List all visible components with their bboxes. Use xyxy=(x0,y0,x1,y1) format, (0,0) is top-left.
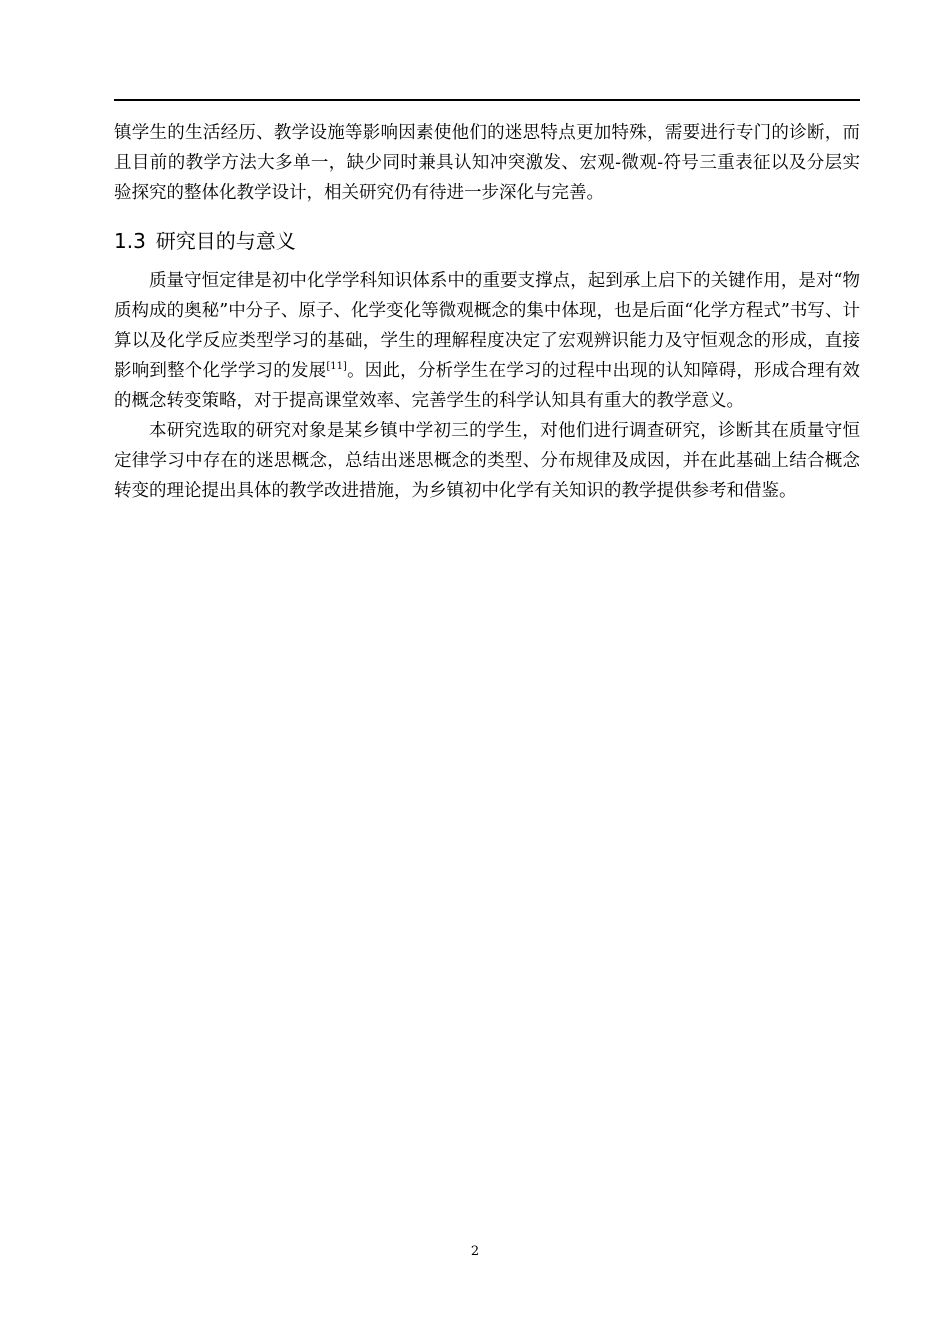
header-rule xyxy=(114,99,860,101)
body-paragraph-purpose xyxy=(114,266,860,416)
section-number: 1.3 xyxy=(114,229,146,253)
paragraph-text: 质量守恒定律是初中化学学科知识体系中的重要支撑点，起到承上启下的关键作用，是对“物质构成的奥秘”中分子、原子、化学变化等微观概念的集中体现，也是后面“化学方程式”书写、计算以及化学反应类型学习的基础，学生的理解程度决定了宏观辨识能力及守恒观念的形成，直接影响到整个化学学习的发展 xyxy=(114,271,860,381)
page-body xyxy=(114,118,860,506)
page-number: 2 xyxy=(470,1244,480,1259)
continuation-paragraph: 镇学生的生活经历、教学设施等影响因素使他们的迷思特点更加特殊，需要进行专门的诊断，而且目前的教学方法大多单一，缺少同时兼具认知冲突激发、宏观-微观-符号三重表征以及分层实验探究的整体化教学设计，相关研究仍有待进一步深化与完善。 xyxy=(114,123,860,203)
section-title: 研究目的与意义 xyxy=(155,229,296,253)
body-paragraph-method: 本研究选取的研究对象是某乡镇中学初三的学生，对他们进行调查研究，诊断其在质量守恒定律学习中存在的迷思概念，总结出迷思概念的类型、分布规律及成因，并在此基础上结合概念转变的理论提出具体的教学改进措施，为乡镇初中化学有关知识的教学提供参考和借鉴。 xyxy=(114,421,860,501)
paragraph-text-continued: 。因此，分析学生在学习的过程中出现的认知障碍，形成合理有效的概念转变策略，对于提高课堂效率、完善学生的科学认知具有重大的教学意义。 xyxy=(114,361,861,411)
section-heading xyxy=(114,224,860,258)
citation-reference: [11] xyxy=(326,361,347,373)
